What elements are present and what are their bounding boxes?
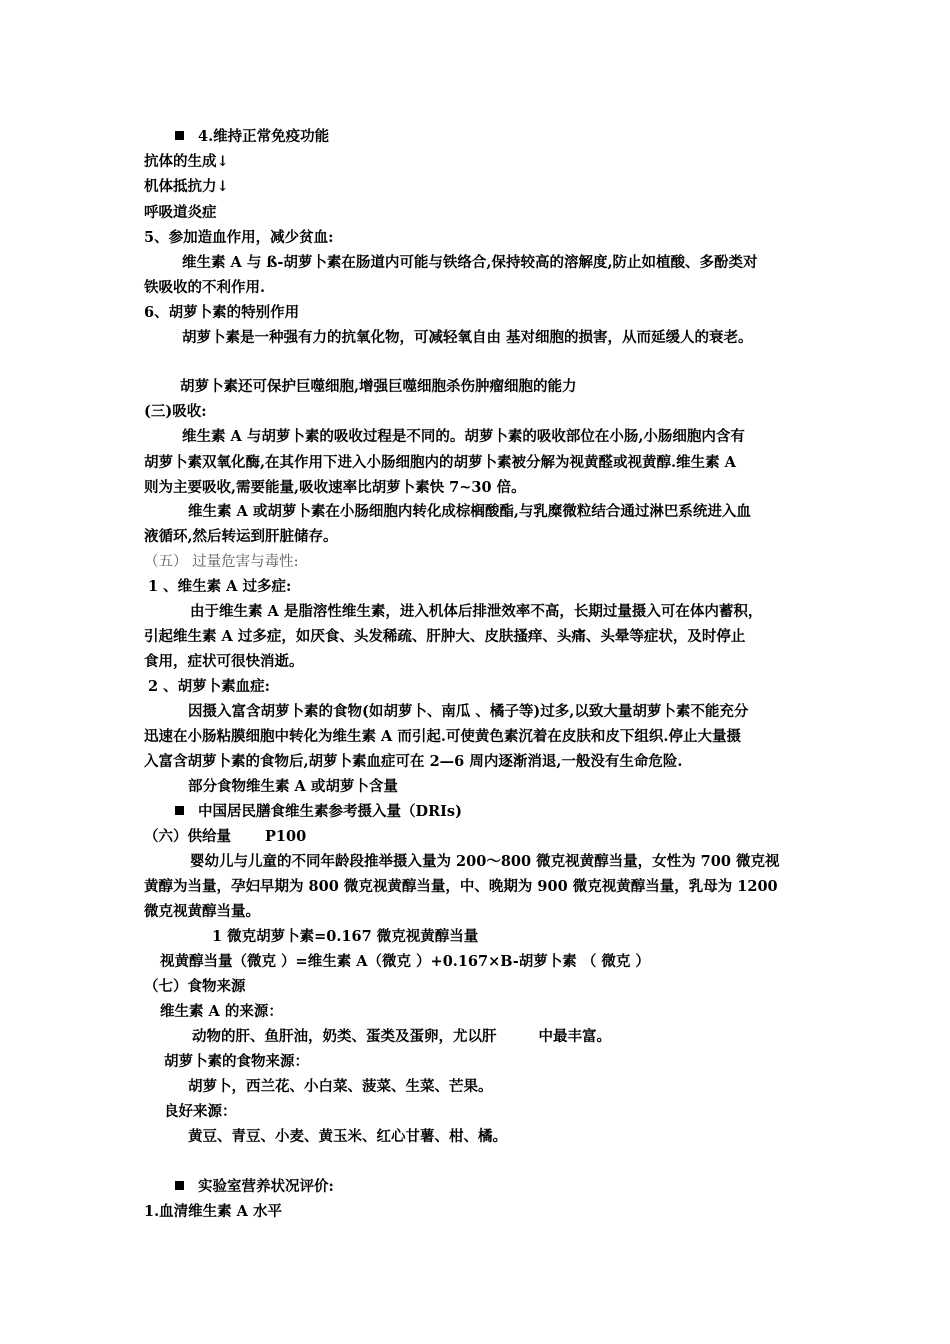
paragraph-line: 维生素 A 与胡萝卜素的吸收过程是不同的。胡萝卜素的吸收部位在小肠,小肠细胞内含有 [182, 428, 745, 445]
paragraph-line: 液循环,然后转运到肝脏储存。 [144, 528, 338, 545]
paragraph-line: 胡萝卜素是一种强有力的抗氧化物，可减轻氧自由 基对细胞的损害，从而延缓人的衰老。 [182, 329, 753, 346]
paragraph-line: 婴幼儿与儿童的不同年龄段推举摄入量为 200～800 微克视黄醇当量，女性为 700 微克视 [190, 853, 780, 870]
paragraph-line: 胡萝卜素双氧化酶,在其作用下进入小肠细胞内的胡萝卜素被分解为视黄醛或视黄醇.维生素 A [144, 454, 736, 471]
paragraph-line: 迅速在小肠粘膜细胞中转化为维生素 A 而引起.可使黄色素沉着在皮肤和皮下组织.停止大量摄 [144, 728, 741, 745]
subsection-heading: 1.血清维生素 A 水平 [144, 1203, 282, 1220]
text-line: 呼吸道炎症 [144, 204, 217, 221]
paragraph-line: 铁吸收的不利作用. [144, 279, 266, 296]
paragraph-line: 入富含胡萝卜素的食物后,胡萝卜素血症可在 2—6 周内逐渐消退,一般没有生命危险. [144, 753, 683, 770]
text-line: 机体抵抗力↓ [144, 178, 229, 195]
section-heading: （五） 过量危害与毒性: [144, 554, 299, 570]
bullet-heading-dris [175, 802, 462, 822]
subsection-heading: 良好来源： [164, 1103, 237, 1120]
section-heading [144, 827, 306, 847]
bullet-heading-lab [175, 1177, 334, 1197]
heading-text: 中国居民膳食维生素参考摄入量（DRIs) [198, 803, 462, 820]
section-heading: 5、参加造血作用，减少贫血: [144, 229, 334, 246]
paragraph-line: 微克视黄醇当量。 [144, 903, 260, 920]
subsection-heading: 维生素 A 的来源： [160, 1003, 283, 1020]
paragraph-line: 则为主要吸收,需要能量,吸收速率比胡萝卜素快 7~30 倍。 [144, 479, 526, 496]
paragraph-line [192, 1027, 611, 1047]
bullet-heading-immune [175, 127, 329, 147]
section-heading: 6、胡萝卜素的特别作用 [144, 304, 300, 321]
paragraph-line: 因摄入富含胡萝卜素的食物(如胡萝卜、南瓜 、橘子等)过多,以致大量胡萝卜素不能充分 [188, 703, 749, 720]
formula-line: 视黄醇当量（微克 ）=维生素 A（微克 ）+0.167×B-胡萝卜素 （ 微克 ） [160, 953, 650, 970]
text-segment: 中最丰富。 [538, 1028, 611, 1045]
subsection-heading: 1 、维生素 A 过多症: [148, 578, 292, 595]
subsection-heading: 胡萝卜素的食物来源： [164, 1053, 309, 1070]
formula-line: 1 微克胡萝卜素=0.167 微克视黄醇当量 [212, 928, 479, 945]
text-segment: 动物的肝、鱼肝油，奶类、蛋类及蛋卵，尤以肝 [192, 1028, 497, 1045]
section-heading: (三)吸收: [144, 403, 207, 420]
subsection-heading: 2 、胡萝卜素血症: [148, 678, 270, 695]
paragraph-line: 维生素 A 与 ß-胡萝卜素在肠道内可能与铁络合,保持较高的溶解度,防止如植酸、多酚类对 [182, 254, 758, 271]
paragraph-line: 食用，症状可很快消逝。 [144, 653, 304, 670]
bullet-square-icon [175, 1181, 184, 1190]
heading-text: 4.维持正常免疫功能 [198, 128, 330, 145]
heading-text: 实验室营养状况评价: [198, 1178, 334, 1195]
paragraph-line: 由于维生素 A 是脂溶性维生素，进入机体后排泄效率不高，长期过量摄入可在体内蓄积， [190, 603, 763, 620]
text-line: 抗体的生成↓ [144, 153, 229, 170]
bullet-square-icon [175, 131, 184, 140]
page-reference: P100 [265, 828, 307, 845]
paragraph-line: 黄醇为当量，孕妇早期为 800 微克视黄醇当量，中、晚期为 900 微克视黄醇当量，乳母为 1200 [144, 878, 778, 895]
bullet-square-icon [175, 806, 184, 815]
paragraph-line: 引起维生素 A 过多症，如厌食、头发稀疏、肝肿大、皮肤搔痒、头痛、头晕等症状，及时停止 [144, 628, 746, 645]
heading-text: （六）供给量 [144, 828, 231, 845]
paragraph-line: 胡萝卜，西兰花、小白菜、菠菜、生菜、芒果。 [188, 1078, 493, 1095]
paragraph-line: 胡萝卜素还可保护巨噬细胞,增强巨噬细胞杀伤肿瘤细胞的能力 [180, 378, 577, 395]
section-heading: （七）食物来源 [144, 978, 246, 995]
paragraph-line: 维生素 A 或胡萝卜素在小肠细胞内转化成棕榈酸酯,与乳糜微粒结合通过淋巴系统进入血 [188, 503, 751, 520]
paragraph-line: 部分食物维生素 A 或胡萝卜含量 [188, 778, 398, 795]
paragraph-line: 黄豆、青豆、小麦、黄玉米、红心甘薯、柑、橘。 [188, 1128, 507, 1145]
